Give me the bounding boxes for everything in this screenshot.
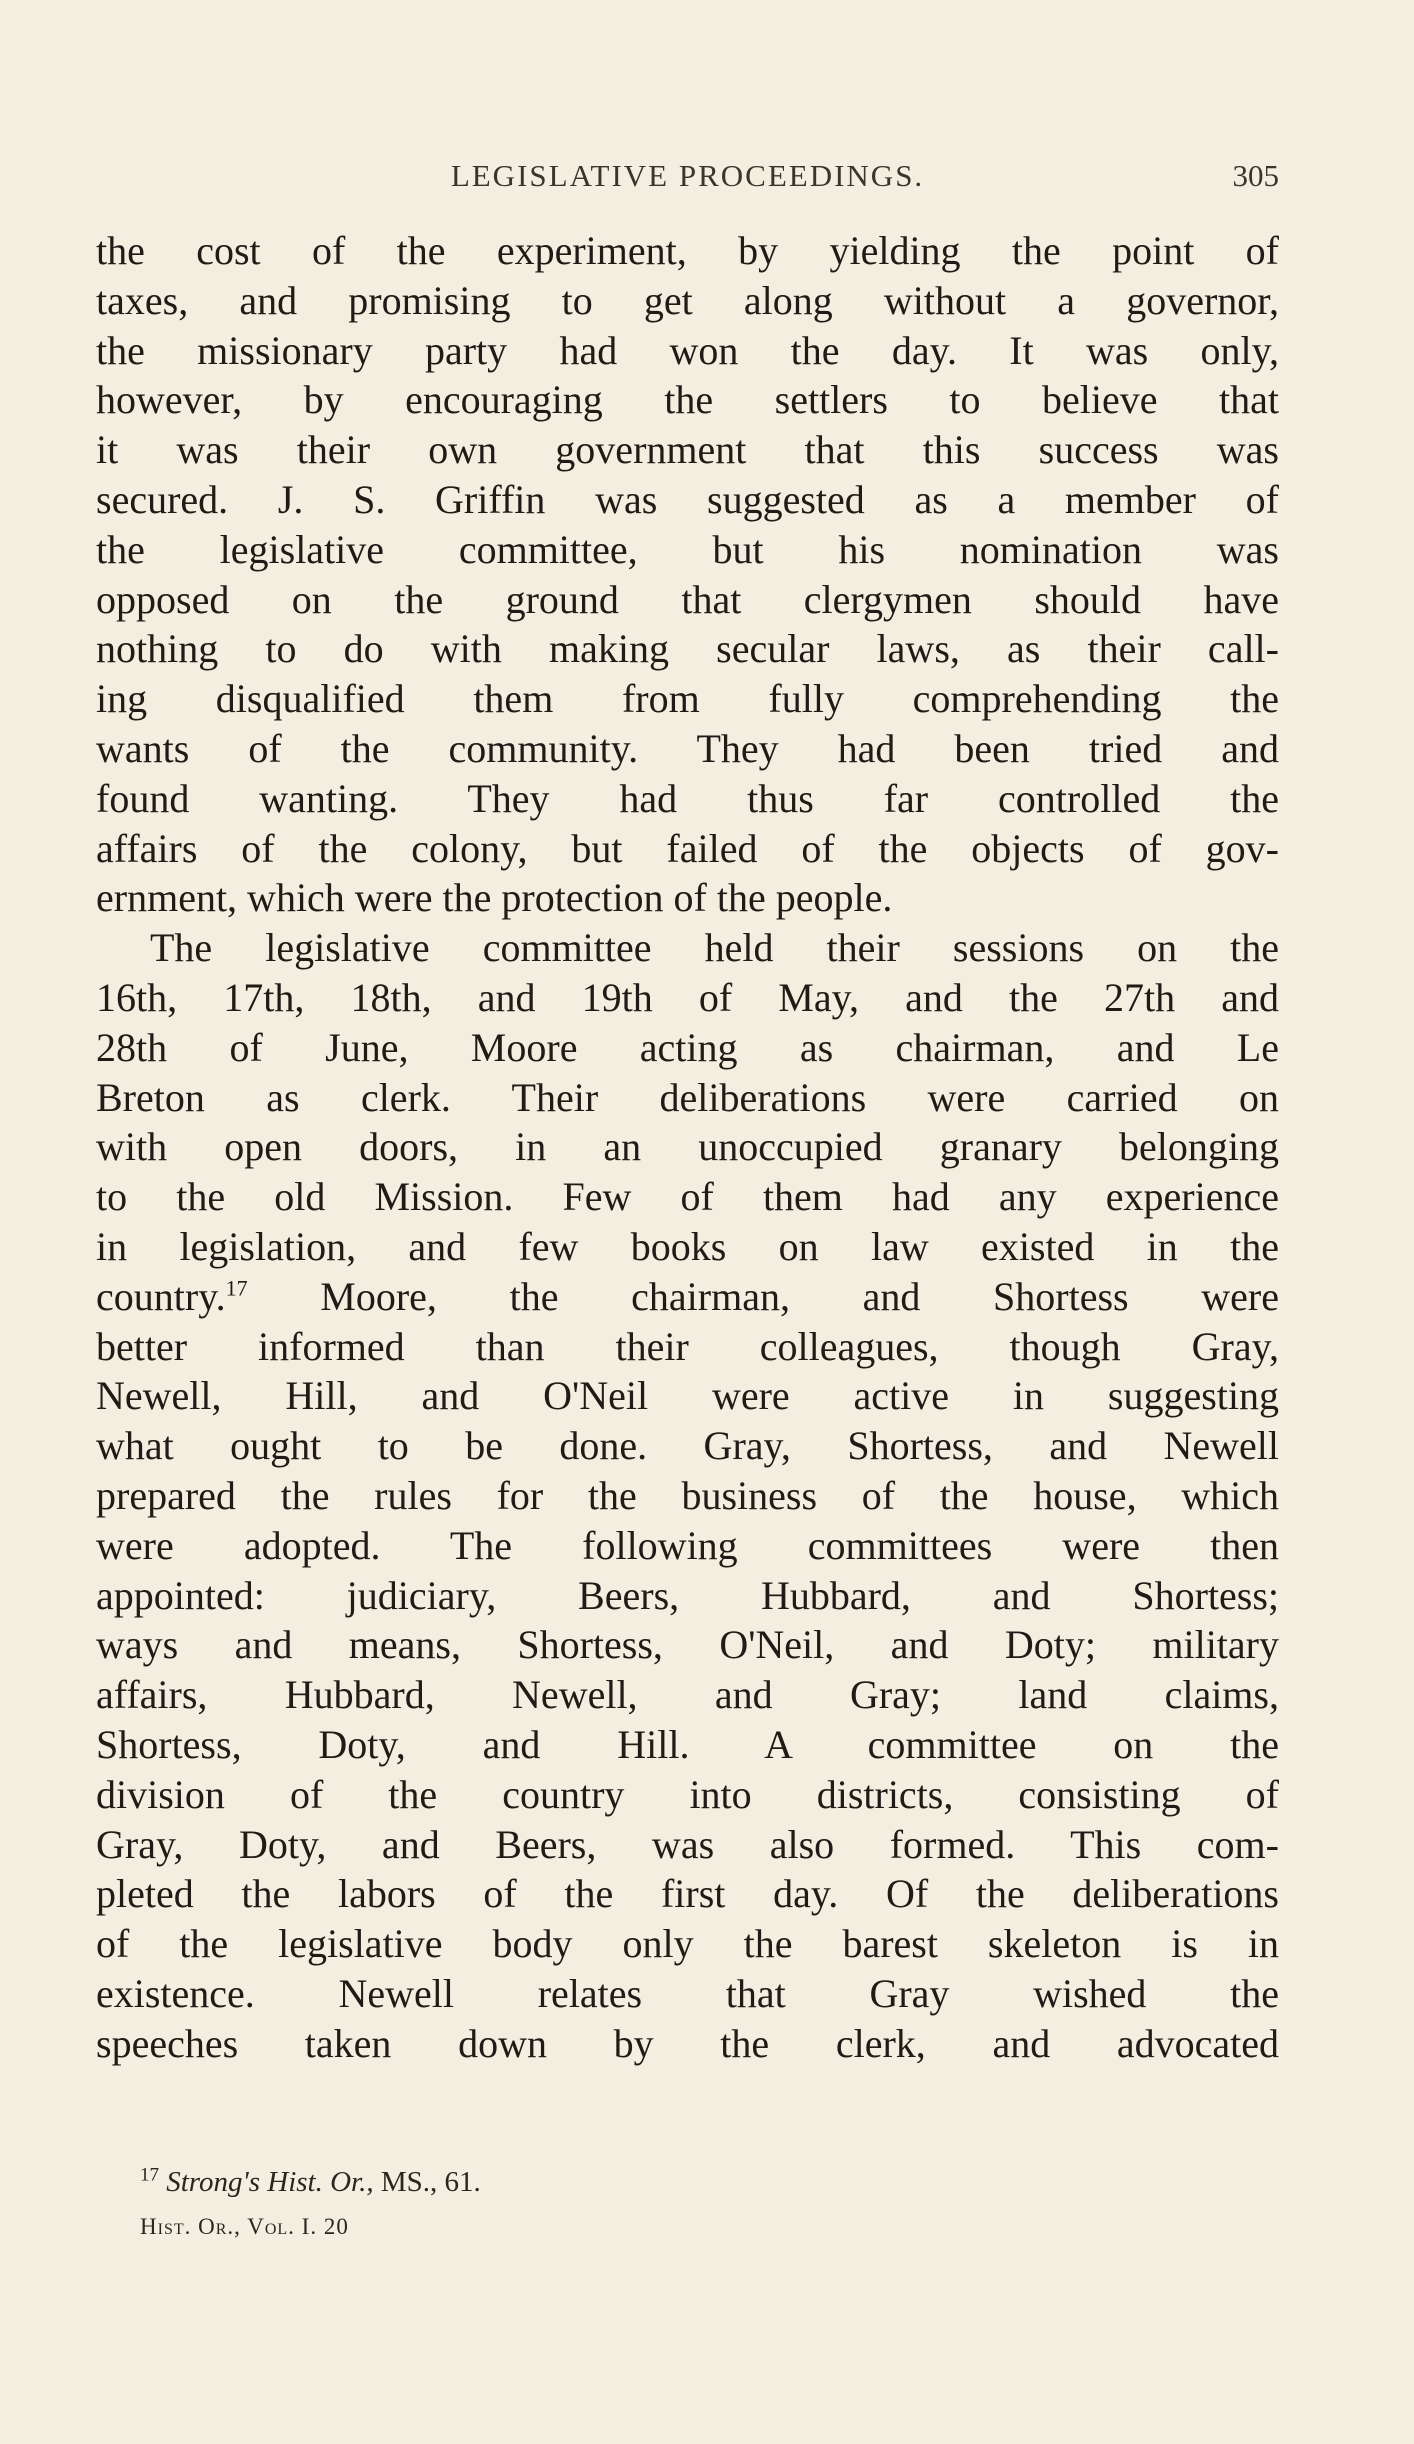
text-line: the legislative committee, but his nomination was (96, 526, 1279, 572)
text-line: in legislation, and few books on law existed in the (96, 1223, 1279, 1269)
footnote (140, 2164, 481, 2200)
text-line: speeches taken down by the clerk, and advocated (96, 2020, 1279, 2066)
text-line: the missionary party had won the day. It was only, (96, 327, 1279, 373)
footnote-marker: 17 (140, 2164, 159, 2186)
text-line: ernment, which were the protection of the people. (96, 875, 893, 921)
line-start: country. (96, 1273, 226, 1319)
signature-mark: Hist. Or., Vol. I. 20 (140, 2214, 349, 2239)
footnote-source-detail: MS., 61. (373, 2166, 481, 2198)
text-line: what ought to be done. Gray, Shortess, and Newell (96, 1423, 1279, 1469)
text-line: were adopted. The following committees were then (96, 1522, 1279, 1568)
text-line: The legislative committee held their sessions on the (150, 925, 1279, 971)
text-line: with open doors, in an unoccupied granary belonging (96, 1124, 1279, 1170)
text-line: the cost of the experiment, by yielding the point of (96, 228, 1279, 273)
text-line: however, by encouraging the settlers to believe that (96, 377, 1279, 423)
text-line-with-footnote (96, 1272, 1279, 1322)
page-number: 305 (1232, 158, 1279, 193)
text-line: pleted the labors of the first day. Of the deliberations (96, 1871, 1279, 1917)
text-line: found wanting. They had thus far controlled the (96, 775, 1279, 821)
text-line: opposed on the ground that clergymen should have (96, 576, 1279, 622)
text-line: Newell, Hill, and O'Neil were active in suggesting (96, 1373, 1279, 1419)
text-line: appointed: judiciary, Beers, Hubbard, and Shortess; (96, 1572, 1279, 1618)
text-line: wants of the community. They had been tried and (96, 725, 1279, 771)
running-head (96, 158, 1279, 198)
text-line: affairs, Hubbard, Newell, and Gray; land claims, (96, 1672, 1279, 1718)
text-line: 28th of June, Moore acting as chairman, and Le (96, 1024, 1279, 1070)
text-line: it was their own government that this success was (96, 427, 1279, 473)
text-line: to the old Mission. Few of them had any experience (96, 1174, 1279, 1220)
text-line: Shortess, Doty, and Hill. A committee on the (96, 1721, 1279, 1767)
text-line: nothing to do with making secular laws, as their call- (96, 626, 1279, 672)
text-line: taxes, and promising to get along without a governor, (96, 277, 1279, 323)
text-line: existence. Newell relates that Gray wished the (96, 1970, 1279, 2016)
running-title: LEGISLATIVE PROCEEDINGS. (450, 158, 925, 193)
text-line: ways and means, Shortess, O'Neil, and Doty; military (96, 1622, 1279, 1668)
text-line: better informed than their colleagues, though Gray, (96, 1323, 1279, 1369)
footnote-source-title: Strong's Hist. Or., (166, 2166, 374, 2198)
text-line: of the legislative body only the barest skeleton is in (96, 1921, 1279, 1967)
body-text (96, 226, 1279, 2068)
text-line: affairs of the colony, but failed of the objects of gov- (96, 825, 1279, 871)
text-line: ing disqualified them from fully comprehending the (96, 676, 1279, 722)
text-line: division of the country into districts, consisting of (96, 1771, 1279, 1817)
line-rest: Moore, the chairman, and Shortess were (320, 1273, 1280, 1319)
text-line: Breton as clerk. Their deliberations were carried on (96, 1074, 1279, 1120)
text-line: secured. J. S. Griffin was suggested as a member of (96, 476, 1279, 522)
text-line: 16th, 17th, 18th, and 19th of May, and the 27th and (96, 974, 1279, 1020)
footnote-reference: 17 (225, 1275, 248, 1301)
text-line: Gray, Doty, and Beers, was also formed. This com- (96, 1821, 1279, 1867)
text-line: prepared the rules for the business of the house, which (96, 1472, 1279, 1518)
